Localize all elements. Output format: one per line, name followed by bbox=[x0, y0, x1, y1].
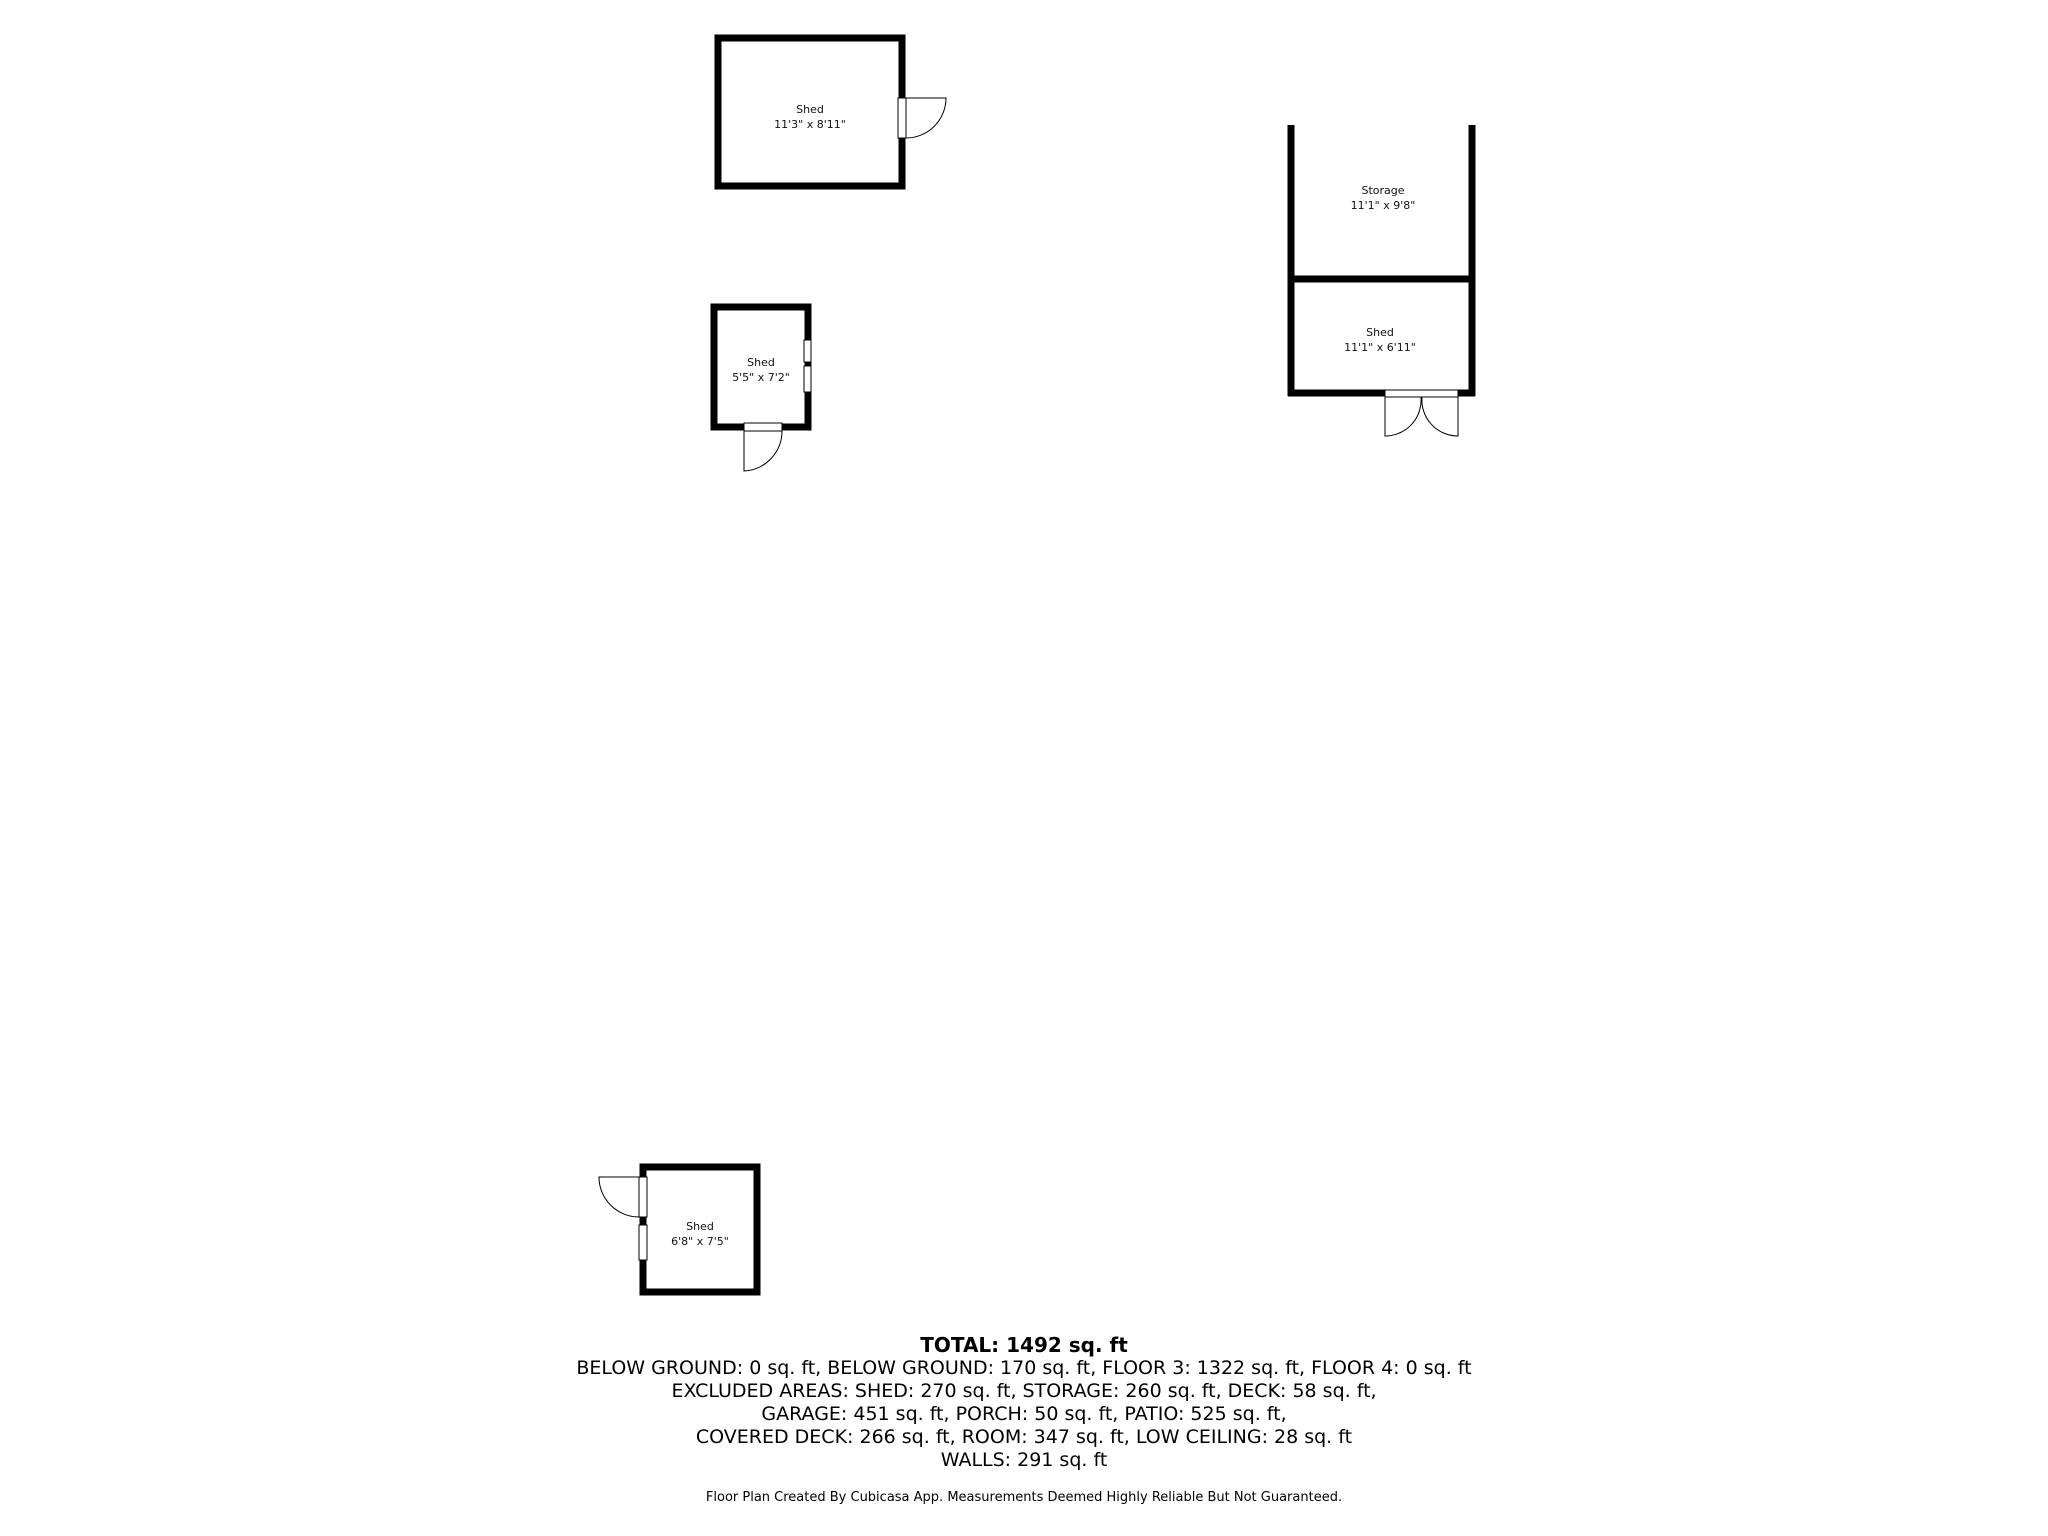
room-name: Shed bbox=[686, 1220, 714, 1233]
area-breakdown-line: WALLS: 291 sq. ft bbox=[940, 1449, 1108, 1471]
area-breakdown-line: GARAGE: 451 sq. ft, PORCH: 50 sq. ft, PATIO: 525 sq. ft, bbox=[761, 1403, 1287, 1425]
area-breakdown-line: BELOW GROUND: 0 sq. ft, BELOW GROUND: 170 sq. ft, FLOOR 3: 1322 sq. ft, FLOOR 4: 0 sq. ft bbox=[576, 1357, 1472, 1379]
window bbox=[804, 340, 811, 362]
room-dimensions: 11'1" x 6'11" bbox=[1344, 341, 1416, 354]
disclaimer-footer: Floor Plan Created By Cubicasa App. Measurements Deemed Highly Reliable But Not Guaranteed. bbox=[705, 1490, 1343, 1505]
shed-room-1 bbox=[718, 38, 946, 186]
area-breakdown-line: COVERED DECK: 266 sq. ft, ROOM: 347 sq. ft, LOW CEILING: 28 sq. ft bbox=[695, 1426, 1353, 1448]
door-opening bbox=[898, 98, 906, 138]
room-name: Shed bbox=[796, 103, 824, 116]
room-dimensions: 11'1" x 9'8" bbox=[1350, 199, 1416, 212]
window bbox=[639, 1225, 647, 1260]
area-breakdown-line: EXCLUDED AREAS: SHED: 270 sq. ft, STORAGE: 260 sq. ft, DECK: 58 sq. ft, bbox=[671, 1380, 1377, 1402]
door-opening bbox=[1385, 390, 1458, 397]
room-dimensions: 6'8" x 7'5" bbox=[671, 1235, 729, 1248]
room-name: Storage bbox=[1361, 184, 1405, 197]
door-swing bbox=[1422, 397, 1458, 436]
door-swing bbox=[744, 431, 782, 471]
door-swing bbox=[599, 1177, 639, 1217]
door-swing bbox=[1385, 397, 1421, 436]
window bbox=[804, 366, 811, 392]
door-opening bbox=[639, 1177, 647, 1217]
door-opening bbox=[744, 423, 782, 431]
shed-room-2 bbox=[714, 307, 811, 471]
door-swing bbox=[906, 98, 946, 138]
room-dimensions: 5'5" x 7'2" bbox=[732, 371, 790, 384]
room-dimensions: 11'3" x 8'11" bbox=[774, 118, 846, 131]
room-name: Shed bbox=[747, 356, 775, 369]
shed-room-4 bbox=[599, 1167, 757, 1292]
room-name: Shed bbox=[1366, 326, 1394, 339]
storage-room bbox=[1288, 125, 1475, 396]
total-area: TOTAL: 1492 sq. ft bbox=[920, 1333, 1128, 1357]
shed-room-3 bbox=[1288, 326, 1475, 436]
